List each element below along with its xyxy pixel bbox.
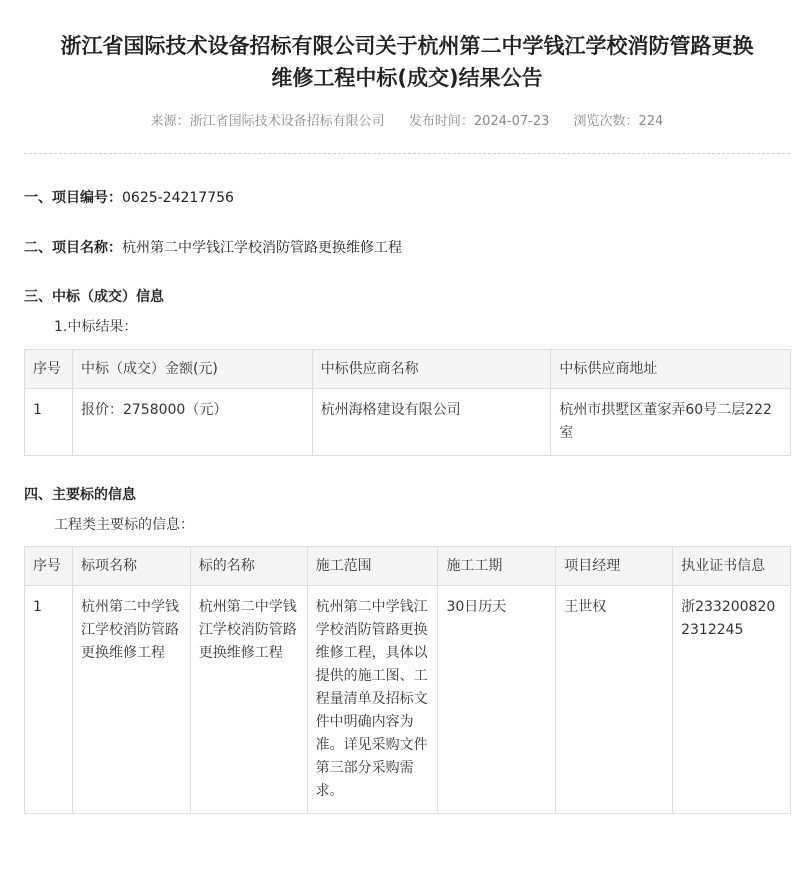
table-cell: 1 xyxy=(25,389,73,456)
project-number xyxy=(24,187,234,207)
col-header: 施工工期 xyxy=(438,547,556,586)
title-line-1: 浙江省国际技术设备招标有限公司关于杭州第二中学钱江学校消防管路更换 xyxy=(60,34,754,58)
table-cell: 杭州第二中学钱江学校消防管路更换维修工程，具体以提供的施工图、工程量清单及招标文件中明确内容为准。详见采购文件第三部分采购需求。 xyxy=(307,586,438,814)
col-header: 序号 xyxy=(25,350,73,389)
col-header: 序号 xyxy=(25,547,73,586)
project-name xyxy=(24,237,402,257)
table-cell: 30日历天 xyxy=(438,586,556,814)
table-cell: 杭州市拱墅区董家弄60号二层222室 xyxy=(551,389,791,456)
table-cell: 报价：2758000（元） xyxy=(72,389,312,456)
project-number-heading: 一、项目编号： xyxy=(24,190,122,206)
page-title xyxy=(24,30,790,94)
col-header: 标的名称 xyxy=(190,547,307,586)
meta-divider xyxy=(24,153,790,154)
project-name-heading: 二、项目名称： xyxy=(24,240,122,256)
table-cell: 杭州海格建设有限公司 xyxy=(312,389,551,456)
col-header: 中标供应商地址 xyxy=(551,350,791,389)
project-number-value: 0625-24217756 xyxy=(122,190,234,206)
award-result-label: 1.中标结果： xyxy=(54,319,138,335)
table-cell: 王世权 xyxy=(556,586,673,814)
project-name-value: 杭州第二中学钱江学校消防管路更换维修工程 xyxy=(122,240,402,256)
award-info-heading: 三、中标（成交）信息 xyxy=(24,289,164,305)
view-count: 浏览次数：224 xyxy=(573,114,664,129)
col-header: 执业证书信息 xyxy=(673,547,791,586)
title-line-2: 维修工程中标(成交)结果公告 xyxy=(271,66,543,90)
table-cell: 杭州第二中学钱江学校消防管路更换维修工程 xyxy=(72,586,190,814)
table-cell: 浙2332008202312245 xyxy=(673,586,791,814)
col-header: 中标供应商名称 xyxy=(312,350,551,389)
table-cell: 1 xyxy=(25,586,73,814)
col-header: 中标（成交）金额(元) xyxy=(72,350,312,389)
publish-time: 发布时间：2024-07-23 xyxy=(408,114,550,129)
table-row xyxy=(25,586,791,814)
award-table-header xyxy=(25,350,791,389)
subject-info-label: 工程类主要标的信息： xyxy=(54,517,194,533)
award-table xyxy=(24,349,791,456)
article-meta xyxy=(24,110,790,129)
col-header: 项目经理 xyxy=(556,547,673,586)
source-text: 来源：浙江省国际技术设备招标有限公司 xyxy=(150,114,385,129)
table-row xyxy=(25,389,791,456)
subject-table-header xyxy=(25,547,791,586)
col-header: 标项名称 xyxy=(72,547,190,586)
table-cell: 杭州第二中学钱江学校消防管路更换维修工程 xyxy=(190,586,307,814)
col-header: 施工范围 xyxy=(307,547,438,586)
subject-info-heading: 四、主要标的信息 xyxy=(24,487,136,503)
subject-table xyxy=(24,546,791,814)
